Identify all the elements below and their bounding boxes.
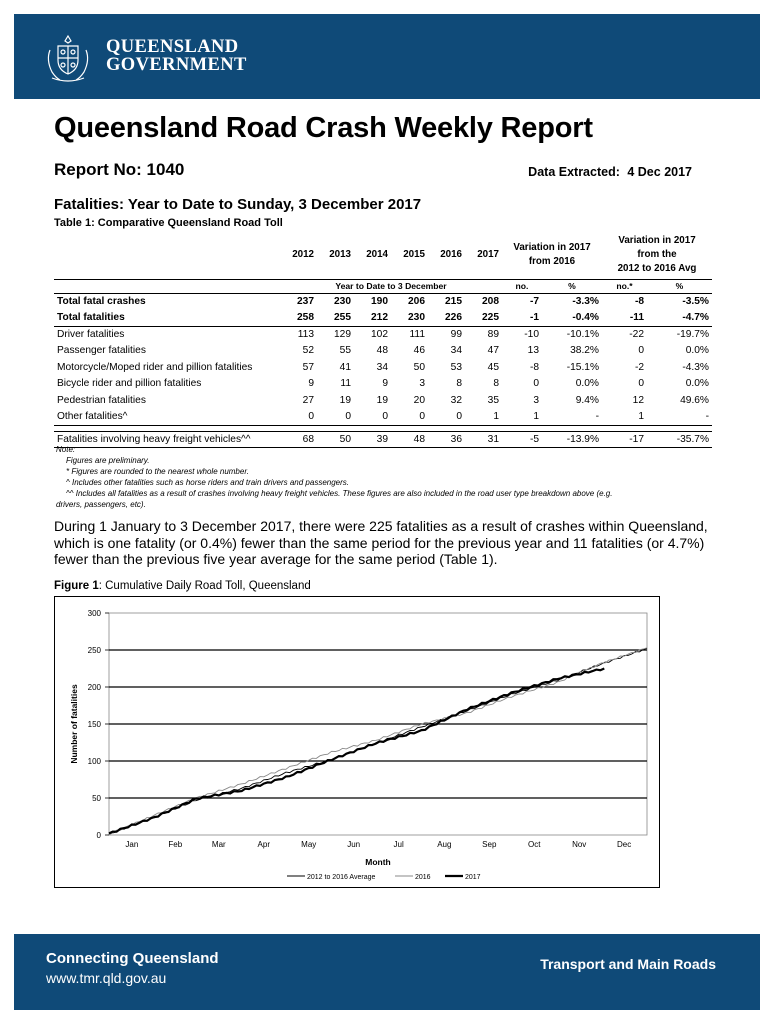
table-body [54, 293, 712, 448]
table-cell: 49.6% [680, 394, 709, 406]
figure-box [54, 596, 660, 888]
table-cell: 0 [354, 409, 391, 426]
year-header: 2017 [477, 249, 499, 261]
page-header [14, 14, 760, 99]
cumulative-road-toll-chart [55, 597, 661, 889]
row-label: Passenger fatalities [57, 345, 146, 357]
table-cell: 225 [465, 310, 502, 327]
table-cell: -17 [602, 431, 647, 448]
row-label: Motorcycle/Moped rider and pillion fatalities [57, 361, 253, 373]
sub-no-star: no.* [602, 279, 647, 293]
x-tick-label: Jun [347, 840, 361, 849]
table-cell: 3 [533, 394, 539, 406]
table-cell: -4.3% [682, 361, 709, 373]
queensland-coat-of-arms-icon [44, 32, 92, 84]
table-cell: 0 [428, 409, 465, 426]
table-cell: 11 [340, 378, 351, 390]
y-tick-label: 250 [87, 646, 101, 655]
x-tick-label: May [301, 840, 317, 849]
table-cell: 226 [428, 310, 465, 327]
table-cell: 255 [317, 310, 354, 327]
table-cell: 0 [638, 378, 644, 390]
page-footer [14, 934, 760, 1010]
table-cell: -10 [524, 329, 539, 340]
table-cell: 0.0% [685, 378, 709, 390]
table-cell: 35 [487, 394, 499, 406]
legend-entry: 2017 [465, 874, 481, 881]
table-cell: -0.4% [542, 310, 602, 327]
y-tick-label: 50 [92, 794, 101, 803]
table-cell: 0 [533, 378, 539, 390]
y-axis-label: Number of fatalities [69, 684, 79, 764]
table-cell: 27 [302, 394, 314, 406]
legend-entry: 2012 to 2016 Average [307, 874, 376, 881]
table-cell: 0 [317, 409, 354, 426]
table-cell: 1 [465, 409, 502, 426]
note-line: ^^ Includes all fatalities as a result of crashes involving heavy freight vehicles. These figures are also included in the road user type breakdown above (e.g. [66, 489, 613, 498]
data-extracted-label: Data Extracted: [528, 165, 620, 179]
table-cell: -3.3% [572, 296, 599, 307]
table-cell: 50 [317, 431, 354, 448]
table-cell: - [647, 409, 712, 426]
x-tick-label: Jan [125, 840, 139, 849]
x-tick-label: Oct [528, 840, 541, 849]
x-tick-label: Apr [257, 840, 270, 849]
table-cell: 48 [391, 431, 428, 448]
table-cell: 212 [354, 310, 391, 327]
sub-pct: % [542, 279, 602, 293]
table-cell: 0.0% [575, 378, 599, 390]
footer-connect: Connecting Queensland [46, 950, 219, 967]
table-cell: 12 [632, 394, 644, 406]
table-cell: 34 [450, 345, 462, 357]
table-cell: 53 [450, 361, 462, 373]
table-cell: -15.1% [566, 361, 599, 373]
table-cell: 113 [297, 329, 314, 340]
y-tick-label: 150 [87, 720, 101, 729]
table-caption: Table 1: Comparative Queensland Road Toll [54, 217, 283, 229]
report-title: Queensland Road Crash Weekly Report [54, 112, 593, 144]
gov-name-line2: GOVERNMENT [106, 55, 247, 75]
x-tick-label: Dec [617, 840, 632, 849]
table-cell: 36 [428, 431, 465, 448]
legend-entry: 2016 [415, 874, 431, 881]
table-cell: -4.7% [647, 310, 712, 327]
table-cell: 57 [302, 361, 314, 373]
table-row [54, 392, 712, 409]
table-cell: 190 [371, 296, 388, 307]
table-cell: -8 [634, 296, 644, 307]
sub-no: no. [502, 279, 542, 293]
row-label: Pedestrian fatalities [57, 394, 146, 406]
table-row [54, 359, 712, 376]
x-tick-label: Jul [393, 840, 404, 849]
table-cell: -10.1% [566, 329, 599, 340]
table-row [54, 293, 712, 310]
table-cell: -7 [529, 296, 539, 307]
table-cell: 9 [382, 378, 388, 390]
series-line [109, 669, 604, 834]
table-cell: 1 [502, 409, 542, 426]
row-label: Other fatalities^ [54, 409, 280, 426]
row-label: Driver fatalities [57, 329, 125, 340]
table-row [54, 326, 712, 343]
table-row [54, 376, 712, 393]
table-cell: 102 [371, 329, 388, 340]
road-toll-table [54, 231, 712, 448]
x-tick-label: Sep [482, 840, 497, 849]
variation-avg-header-line3: 2012 to 2016 Avg [617, 262, 697, 274]
note-line: * Figures are rounded to the nearest whole number. [66, 467, 249, 476]
table-cell: 38.2% [570, 345, 599, 357]
x-tick-label: Feb [168, 840, 183, 849]
table-cell: 19 [376, 394, 388, 406]
table-cell: - [542, 409, 602, 426]
sub-pct2: % [647, 279, 712, 293]
notes-heading: Note: [56, 445, 76, 454]
table-cell: -13.9% [542, 431, 602, 448]
variation-avg-header-line2: from the [637, 248, 677, 260]
table-cell: 13 [527, 345, 539, 357]
x-tick-label: Nov [572, 840, 587, 849]
variation-avg-header [602, 231, 712, 279]
table-cell: 48 [376, 345, 388, 357]
table-cell: 89 [487, 329, 499, 340]
table-cell: 206 [408, 296, 425, 307]
table-cell: -35.7% [647, 431, 712, 448]
table-subheader-row [54, 279, 712, 293]
table-cell: 41 [339, 361, 351, 373]
table-cell: 111 [409, 329, 425, 340]
table-cell: 34 [376, 361, 388, 373]
figure-caption-text: : Cumulative Daily Road Toll, Queensland [98, 580, 311, 592]
table-cell: 230 [334, 296, 351, 307]
row-label: Total fatal crashes [57, 296, 146, 307]
summary-paragraph: During 1 January to 3 December 2017, there were 225 fatalities as a result of crashes within Queensland, which is one fatality (or 0.4%) fewer than the same period for the previous year and 11 fatalities (or 4.7%) fewer than the previous five year average for the same period (Table 1). [54, 518, 708, 567]
table-notes [56, 444, 612, 510]
table-row [54, 310, 712, 327]
table-cell: 0 [391, 409, 428, 426]
gov-name-line1: QUEENSLAND [106, 37, 239, 57]
table-cell: -5 [502, 431, 542, 448]
table-cell: -3.5% [682, 296, 709, 307]
table-row [54, 409, 712, 426]
note-line: Figures are preliminary. [66, 456, 150, 465]
table-header-row [54, 231, 712, 279]
table-cell: 47 [487, 345, 499, 357]
section-subtitle: Fatalities: Year to Date to Sunday, 3 December 2017 [54, 196, 422, 213]
note-line: ^ Includes other fatalities such as horse riders and train drivers and passengers. [66, 478, 350, 487]
table-cell: 20 [413, 394, 425, 406]
table-cell: 215 [445, 296, 462, 307]
table-cell: -2 [634, 361, 644, 373]
table-cell: 68 [280, 431, 317, 448]
table-cell: 50 [413, 361, 425, 373]
table-cell: 129 [334, 329, 351, 340]
footer-department: Transport and Main Roads [540, 956, 716, 972]
data-extracted [524, 165, 692, 179]
variation-avg-header-line1: Variation in 2017 [618, 234, 696, 246]
table-cell: -11 [602, 310, 647, 327]
table-cell: 0.0% [685, 345, 709, 357]
data-extracted-value: 4 Dec 2017 [627, 165, 692, 179]
footer-url[interactable]: www.tmr.qld.gov.au [46, 970, 167, 986]
table-cell: 9 [308, 378, 314, 390]
table-cell: 99 [450, 329, 462, 340]
table-cell: 46 [413, 345, 425, 357]
y-tick-label: 100 [87, 757, 101, 766]
table-cell: -19.7% [676, 329, 709, 340]
table-cell: 19 [339, 394, 351, 406]
year-header: 2015 [403, 249, 425, 261]
year-header: 2014 [366, 249, 388, 261]
x-axis-label: Month [365, 857, 391, 867]
table-cell: 55 [339, 345, 351, 357]
table-cell: 45 [487, 361, 499, 373]
ytd-label: Year to Date to 3 December [280, 279, 502, 293]
row-label: Fatalities involving heavy freight vehicles^^ [54, 431, 280, 448]
figure-caption-prefix: Figure 1 [54, 580, 99, 592]
table-cell: 237 [297, 296, 314, 307]
table-cell: 9.4% [575, 394, 599, 406]
table-cell: -1 [502, 310, 542, 327]
year-header: 2013 [329, 249, 351, 261]
government-name [106, 38, 247, 74]
table-cell: 8 [493, 378, 499, 390]
variation-2016-header: Variation in 2017 from 2016 [513, 241, 591, 267]
table-cell: 0 [638, 345, 644, 357]
x-tick-label: Mar [211, 840, 226, 849]
report-number: Report No: 1040 [54, 160, 185, 179]
table-cell: 8 [456, 378, 462, 390]
table-cell: 3 [419, 378, 425, 390]
year-header: 2016 [440, 249, 462, 261]
table-cell: 230 [391, 310, 428, 327]
table-cell: 31 [465, 431, 502, 448]
table-cell: 52 [302, 345, 314, 357]
figure-caption [54, 580, 311, 592]
y-tick-label: 300 [87, 609, 101, 618]
row-label: Bicycle rider and pillion fatalities [57, 378, 202, 390]
table-cell: 39 [354, 431, 391, 448]
table-cell: 208 [482, 296, 499, 307]
row-label: Total fatalities [54, 310, 280, 327]
table-cell: -8 [529, 361, 539, 373]
year-header: 2012 [292, 249, 314, 261]
table-cell: 258 [280, 310, 317, 327]
y-tick-label: 200 [87, 683, 101, 692]
table-cell: 32 [450, 394, 462, 406]
table-row [54, 343, 712, 360]
table-cell: 0 [280, 409, 317, 426]
table-cell: 1 [602, 409, 647, 426]
table-cell: -22 [629, 329, 644, 340]
x-tick-label: Aug [437, 840, 452, 849]
y-tick-label: 0 [96, 831, 101, 840]
note-line: drivers, passengers, etc). [56, 500, 146, 509]
